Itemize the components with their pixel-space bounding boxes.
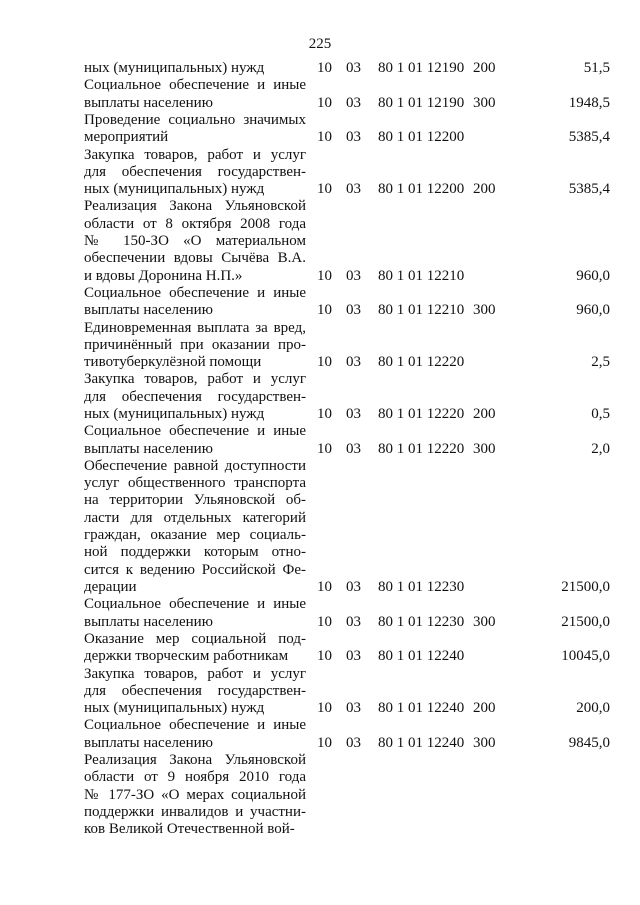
subsection-code: 03 (346, 405, 361, 422)
section-code: 10 (317, 302, 332, 319)
description-line: Социальное обеспечение и иные (84, 717, 306, 734)
target-article-code: 80 1 01 12220 (378, 405, 465, 422)
description-line: Реализация Закона Ульяновской (84, 198, 306, 215)
description-line: Обеспечение равной доступности (84, 457, 306, 474)
expense-type-code: 200 (473, 60, 496, 76)
description-line: и вдовы Доронина Н.П.» (84, 267, 243, 284)
description-line: № 150-ЗО «О материальном (84, 232, 306, 249)
table-row (0, 320, 640, 372)
expense-type-code: 300 (473, 94, 496, 111)
description-line: выплаты населению (84, 734, 213, 751)
subsection-code: 03 (346, 578, 361, 595)
row-description (84, 423, 306, 458)
description-line: мероприятий (84, 129, 169, 146)
amount: 5385,4 (568, 129, 610, 146)
amount: 200,0 (576, 700, 610, 717)
section-code: 10 (317, 129, 332, 146)
amount: 10045,0 (561, 648, 610, 665)
section-code: 10 (317, 60, 332, 76)
table-row (0, 371, 640, 423)
table-row (0, 77, 640, 112)
description-line: ных (муниципальных) нужд (84, 181, 265, 198)
section-code: 10 (317, 613, 332, 630)
expense-type-code: 300 (473, 613, 496, 630)
amount: 21500,0 (561, 613, 610, 630)
description-line: Реализация Закона Ульяновской (84, 752, 306, 768)
description-line: сится к ведению Российской Фе- (84, 561, 306, 578)
row-description (84, 60, 306, 77)
description-line: выплаты населению (84, 94, 213, 111)
description-line: выплаты населению (84, 302, 213, 319)
section-code: 10 (317, 405, 332, 422)
row-description (84, 631, 306, 666)
table-row (0, 458, 640, 596)
description-line: Социальное обеспечение и иные (84, 423, 306, 440)
section-code: 10 (317, 181, 332, 198)
section-code: 10 (317, 700, 332, 717)
page-number: 225 (308, 36, 332, 52)
subsection-code: 03 (346, 60, 361, 76)
subsection-code: 03 (346, 734, 361, 751)
description-line: держки творческим работникам (84, 648, 289, 665)
row-description (84, 458, 306, 596)
subsection-code: 03 (346, 613, 361, 630)
amount: 21500,0 (561, 578, 610, 595)
section-code: 10 (317, 267, 332, 284)
expense-type-code: 200 (473, 181, 496, 198)
target-article-code: 80 1 01 12220 (378, 440, 465, 457)
amount: 5385,4 (568, 181, 610, 198)
description-line: ных (муниципальных) нужд (84, 700, 265, 717)
description-line: для обеспечения государствен- (84, 682, 306, 699)
amount: 2,5 (591, 354, 610, 371)
description-line: Проведение социально значимых (84, 111, 306, 128)
description-line: ных (муниципальных) нужд (84, 60, 265, 76)
subsection-code: 03 (346, 648, 361, 665)
target-article-code: 80 1 01 12240 (378, 734, 465, 751)
description-line: ков Великой Отечественной вой- (84, 821, 295, 838)
subsection-code: 03 (346, 354, 361, 371)
description-line: Закупка товаров, работ и услуг (84, 371, 306, 388)
description-line: граждан, оказание мер социаль- (84, 527, 306, 544)
target-article-code: 80 1 01 12230 (378, 578, 465, 595)
description-line: для обеспечения государствен- (84, 388, 306, 405)
row-description (84, 198, 306, 284)
row-description (84, 77, 306, 112)
description-line: ласти для отдельных категорий (84, 509, 306, 526)
amount: 960,0 (576, 302, 610, 319)
description-line: для обеспечения государствен- (84, 163, 306, 180)
target-article-code: 80 1 01 12210 (378, 302, 465, 319)
expense-type-code: 300 (473, 440, 496, 457)
target-article-code: 80 1 01 12190 (378, 60, 465, 76)
amount: 51,5 (583, 60, 610, 76)
description-line: Социальное обеспечение и иные (84, 596, 306, 613)
table-row (0, 147, 640, 199)
section-code: 10 (317, 440, 332, 457)
table-row (0, 60, 640, 77)
amount: 960,0 (576, 267, 610, 284)
subsection-code: 03 (346, 440, 361, 457)
row-description (84, 666, 306, 718)
target-article-code: 80 1 01 12240 (378, 648, 465, 665)
subsection-code: 03 (346, 267, 361, 284)
description-line: на территории Ульяновской об- (84, 492, 306, 509)
row-description (84, 371, 306, 423)
amount: 0,5 (591, 405, 610, 422)
expense-type-code: 200 (473, 700, 496, 717)
description-line: тивотуберкулёзной помощи (84, 354, 262, 371)
table-row (0, 112, 640, 147)
description-line: выплаты населению (84, 440, 213, 457)
description-line: обеспечении вдовы Сычёва В.А. (84, 250, 306, 267)
table-row (0, 285, 640, 320)
expense-type-code: 300 (473, 302, 496, 319)
row-description (84, 147, 306, 199)
subsection-code: 03 (346, 129, 361, 146)
expense-type-code: 300 (473, 734, 496, 751)
expense-type-code: 200 (473, 405, 496, 422)
description-line: Закупка товаров, работ и услуг (84, 665, 306, 682)
row-description (84, 717, 306, 752)
section-code: 10 (317, 734, 332, 751)
target-article-code: 80 1 01 12240 (378, 700, 465, 717)
row-description (84, 112, 306, 147)
table-row (0, 752, 640, 839)
description-line: области от 9 ноября 2010 года (84, 769, 306, 786)
amount: 9845,0 (568, 734, 610, 751)
description-line: выплаты населению (84, 613, 213, 630)
target-article-code: 80 1 01 12230 (378, 613, 465, 630)
table-row (0, 717, 640, 752)
description-line: Единовременная выплата за вред, (84, 319, 306, 336)
target-article-code: 80 1 01 12220 (378, 354, 465, 371)
subsection-code: 03 (346, 302, 361, 319)
description-line: Социальное обеспечение и иные (84, 77, 306, 94)
subsection-code: 03 (346, 700, 361, 717)
target-article-code: 80 1 01 12190 (378, 94, 465, 111)
target-article-code: 80 1 01 12210 (378, 267, 465, 284)
section-code: 10 (317, 578, 332, 595)
row-description (84, 752, 306, 838)
description-line: ных (муниципальных) нужд (84, 405, 265, 422)
row-description (84, 320, 306, 372)
target-article-code: 80 1 01 12200 (378, 181, 465, 198)
description-line: Социальное обеспечение и иные (84, 284, 306, 301)
description-line: области от 8 октября 2008 года (84, 215, 306, 232)
amount: 2,0 (591, 440, 610, 457)
row-description (84, 285, 306, 320)
description-line: поддержки инвалидов и участни- (84, 803, 306, 820)
section-code: 10 (317, 648, 332, 665)
table-row (0, 666, 640, 718)
amount: 1948,5 (568, 94, 610, 111)
description-line: Оказание мер социальной под- (84, 630, 306, 647)
target-article-code: 80 1 01 12200 (378, 129, 465, 146)
description-line: причинённый при оказании про- (84, 336, 306, 353)
description-line: ной поддержки которым отно- (84, 544, 306, 561)
table-row (0, 198, 640, 285)
table-row (0, 631, 640, 666)
row-description (84, 596, 306, 631)
description-line: дерации (84, 578, 137, 595)
subsection-code: 03 (346, 181, 361, 198)
section-code: 10 (317, 354, 332, 371)
table-row (0, 423, 640, 458)
section-code: 10 (317, 94, 332, 111)
table-row (0, 596, 640, 631)
description-line: услуг общественного транспорта (84, 475, 306, 492)
description-line: Закупка товаров, работ и услуг (84, 146, 306, 163)
description-line: № 177-ЗО «О мерах социальной (84, 786, 306, 803)
subsection-code: 03 (346, 94, 361, 111)
